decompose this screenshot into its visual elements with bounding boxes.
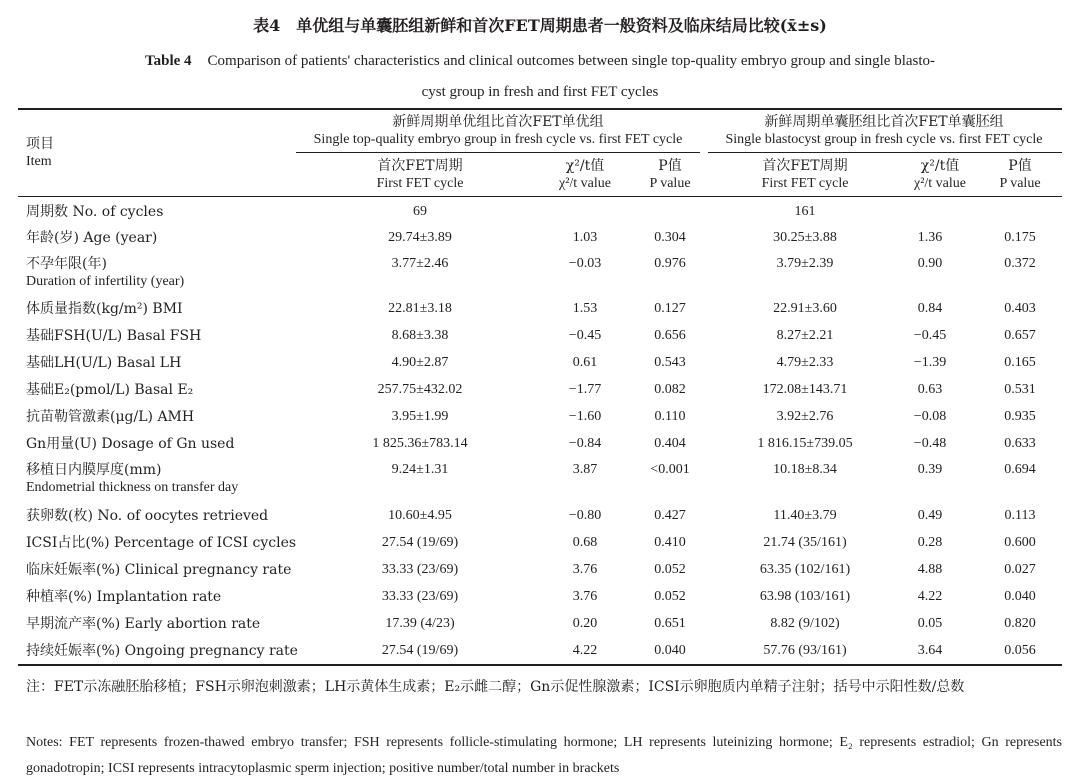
row-b-cycle: 11.40±3.79	[773, 508, 837, 523]
row-a-p: 0.976	[654, 256, 686, 271]
row-a-p: 0.110	[654, 409, 686, 424]
row-item: 获卵数(枚) No. of oocytes retrieved	[26, 508, 269, 524]
row-b-stat: 3.64	[917, 643, 943, 658]
header-b-p	[985, 158, 1055, 192]
row-a-stat: 1.03	[572, 230, 598, 245]
row-item: 早期流产率(%) Early abortion rate	[26, 616, 261, 632]
group-a-title-en: Single top-quality embryo group in fresh cycle vs. first FET cycle	[313, 132, 683, 147]
table-title-en	[0, 46, 1080, 108]
row-b-cycle: 4.79±2.33	[776, 355, 834, 370]
header-b-cycle-en: First FET cycle	[761, 176, 849, 191]
row-b-stat: 0.84	[917, 301, 943, 316]
row-a-p: 0.040	[654, 643, 686, 658]
row-b-cycle: 8.27±2.21	[776, 328, 834, 343]
row-b-stat: 0.39	[917, 462, 943, 477]
header-item-en: Item	[26, 154, 52, 169]
row-a-cycle: 27.54 (19/69)	[381, 535, 459, 550]
row-a-cycle: 3.77±2.46	[391, 256, 449, 271]
header-item-cn: 项目	[26, 136, 54, 152]
row-b-cycle: 3.79±2.39	[776, 256, 834, 271]
row-a-p: 0.410	[654, 535, 686, 550]
row-item: 移植日内膜厚度(mm) Endometrial thickness on transfer day	[26, 462, 239, 495]
row-a-stat: 3.76	[572, 562, 598, 577]
header-rule	[18, 196, 1062, 197]
row-a-cycle: 4.90±2.87	[391, 355, 449, 370]
header-a-p-en: P value	[649, 176, 691, 191]
group-a-title-cn: 新鲜周期单优组比首次FET单优组	[392, 114, 604, 130]
row-b-stat: 4.88	[917, 562, 943, 577]
group-b-underline	[708, 152, 1062, 153]
row-b-p: 0.027	[1004, 562, 1036, 577]
row-b-p: 0.113	[1004, 508, 1036, 523]
row-a-stat: 1.53	[572, 301, 598, 316]
row-b-cycle: 8.82 (9/102)	[770, 616, 840, 631]
row-b-stat: 0.90	[917, 256, 943, 271]
table-title-en-line1: Comparison of patients' characteristics and clinical outcomes between single top-quality embryo group and single blasto-	[207, 53, 936, 69]
row-a-stat: 0.68	[572, 535, 598, 550]
row-b-p: 0.531	[1004, 382, 1036, 397]
row-item-sub: Duration of infertility (year)	[26, 274, 185, 289]
row-item: 周期数 No. of cycles	[26, 204, 164, 220]
row-a-p: 0.404	[654, 436, 686, 451]
row-b-cycle: 3.92±2.76	[776, 409, 834, 424]
row-b-cycle: 22.91±3.60	[773, 301, 837, 316]
row-b-p: 0.403	[1004, 301, 1036, 316]
row-a-cycle: 10.60±4.95	[388, 508, 452, 523]
row-a-stat: −0.03	[568, 256, 602, 271]
row-b-stat: 0.28	[917, 535, 943, 550]
row-item: 年龄(岁) Age (year)	[26, 230, 158, 246]
row-b-cycle: 1 816.15±739.05	[757, 436, 853, 451]
row-b-p: 0.056	[1004, 643, 1036, 658]
header-a-cycle-en: First FET cycle	[376, 176, 464, 191]
row-item: 抗苗勒管激素(μg/L) AMH	[26, 409, 195, 425]
row-a-stat: 0.61	[572, 355, 598, 370]
row-b-cycle: 161	[794, 204, 816, 219]
group-b-header	[706, 114, 1062, 148]
row-a-cycle: 33.33 (23/69)	[381, 562, 459, 577]
row-a-p: 0.543	[654, 355, 686, 370]
row-b-cycle: 63.35 (102/161)	[759, 562, 851, 577]
row-a-stat: −0.45	[568, 328, 602, 343]
row-item: Gn用量(U) Dosage of Gn used	[26, 436, 235, 452]
row-a-p: 0.052	[654, 589, 686, 604]
header-b-stat-en: χ²/t value	[913, 176, 966, 191]
row-item: 种植率(%) Implantation rate	[26, 589, 222, 605]
row-a-stat: −0.80	[568, 508, 602, 523]
row-a-p: 0.304	[654, 230, 686, 245]
row-a-stat: 3.87	[572, 462, 598, 477]
row-b-p: 0.820	[1004, 616, 1036, 631]
row-item: ICSI占比(%) Percentage of ICSI cycles	[26, 535, 297, 551]
row-item: 体质量指数(kg/m²) BMI	[26, 301, 183, 317]
group-b-title-en: Single blastocyst group in fresh cycle vs. first FET cycle	[725, 132, 1043, 147]
header-b-p-en: P value	[999, 176, 1041, 191]
row-b-cycle: 30.25±3.88	[773, 230, 837, 245]
row-b-cycle: 172.08±143.71	[762, 382, 848, 397]
row-a-p: 0.082	[654, 382, 686, 397]
row-item-sub: Endometrial thickness on transfer day	[26, 480, 239, 495]
row-a-p: 0.656	[654, 328, 686, 343]
row-b-stat: −1.39	[913, 355, 947, 370]
row-a-p: 0.651	[654, 616, 686, 631]
row-a-stat: 0.20	[572, 616, 598, 631]
row-a-stat: 4.22	[572, 643, 598, 658]
row-a-cycle: 33.33 (23/69)	[381, 589, 459, 604]
row-a-cycle: 27.54 (19/69)	[381, 643, 459, 658]
row-b-p: 0.040	[1004, 589, 1036, 604]
row-b-cycle: 10.18±8.34	[773, 462, 837, 477]
header-a-stat-en: χ²/t value	[558, 176, 611, 191]
table-title-cn: 表4 单优组与单囊胚组新鲜和首次FET周期患者一般资料及临床结局比较(x̄±s)	[253, 16, 827, 35]
row-a-cycle: 29.74±3.89	[388, 230, 452, 245]
row-a-cycle: 22.81±3.18	[388, 301, 452, 316]
row-item: 持续妊娠率(%) Ongoing pregnancy rate	[26, 643, 298, 659]
row-b-stat: −0.45	[913, 328, 947, 343]
header-b-cycle-cn: 首次FET周期	[762, 158, 848, 174]
row-b-stat: −0.48	[913, 436, 947, 451]
row-item: 临床妊娠率(%) Clinical pregnancy rate	[26, 562, 292, 578]
top-rule	[18, 108, 1062, 110]
header-item	[26, 136, 54, 170]
row-a-cycle: 1 825.36±783.14	[372, 436, 468, 451]
row-b-p: 0.372	[1004, 256, 1036, 271]
row-a-cycle: 8.68±3.38	[391, 328, 449, 343]
header-b-stat	[895, 158, 985, 192]
row-b-stat: −0.08	[913, 409, 947, 424]
row-b-p: 0.165	[1004, 355, 1036, 370]
row-a-cycle: 3.95±1.99	[391, 409, 449, 424]
row-b-p: 0.175	[1004, 230, 1036, 245]
header-a-cycle	[330, 158, 510, 192]
group-a-header	[292, 114, 704, 148]
bottom-rule	[18, 664, 1062, 666]
row-a-cycle: 9.24±1.31	[391, 462, 449, 477]
group-a-underline	[296, 152, 700, 153]
row-b-p: 0.694	[1004, 462, 1036, 477]
header-a-stat	[540, 158, 630, 192]
row-a-stat: −0.84	[568, 436, 602, 451]
row-a-p: 0.052	[654, 562, 686, 577]
header-a-p	[630, 158, 710, 192]
row-b-stat: 4.22	[917, 589, 943, 604]
header-b-p-cn: P值	[1008, 158, 1032, 174]
table-label: Table 4	[144, 53, 192, 69]
row-item: 基础FSH(U/L) Basal FSH	[26, 328, 202, 344]
row-a-stat: −1.77	[568, 382, 602, 397]
row-a-p: <0.001	[650, 462, 690, 477]
row-b-stat: 0.63	[917, 382, 943, 397]
header-a-stat-cn: χ²/t值	[565, 158, 605, 174]
row-b-stat: 1.36	[917, 230, 943, 245]
table-note-en: Notes: FET represents frozen-thawed embryo transfer; FSH represents follicle-stimulating hormone; LH represents luteinizing hormone; E₂ represents estradiol; Gn represents gonadotropin; ICSI represents intracytoplasmic sperm injection; positive number/total number in brackets	[26, 735, 1062, 776]
row-b-p: 0.657	[1004, 328, 1036, 343]
row-b-cycle: 57.76 (93/161)	[763, 643, 847, 658]
row-b-p: 0.935	[1004, 409, 1036, 424]
table-note-cn: 注：FET示冻融胚胎移植；FSH示卵泡刺激素；LH示黄体生成素；E₂示雌二醇；Gn示促性腺激素；ICSI示卵胞质内单精子注射；括号中示阳性数/总数	[26, 679, 965, 695]
row-a-p: 0.427	[654, 508, 686, 523]
row-a-cycle: 257.75±432.02	[377, 382, 463, 397]
row-b-cycle: 21.74 (35/161)	[763, 535, 847, 550]
row-b-cycle: 63.98 (103/161)	[759, 589, 851, 604]
row-b-stat: 0.05	[917, 616, 943, 631]
row-a-stat: −1.60	[568, 409, 602, 424]
row-a-stat: 3.76	[572, 589, 598, 604]
row-item: 基础E₂(pmol/L) Basal E₂	[26, 382, 194, 398]
header-b-stat-cn: χ²/t值	[920, 158, 960, 174]
row-b-p: 0.600	[1004, 535, 1036, 550]
row-a-cycle: 17.39 (4/23)	[385, 616, 455, 631]
header-a-p-cn: P值	[658, 158, 682, 174]
row-b-stat: 0.49	[917, 508, 943, 523]
row-item: 不孕年限(年) Duration of infertility (year)	[26, 256, 185, 289]
row-b-p: 0.633	[1004, 436, 1036, 451]
row-item: 基础LH(U/L) Basal LH	[26, 355, 182, 371]
row-a-p: 0.127	[654, 301, 686, 316]
row-a-cycle: 69	[413, 204, 427, 219]
group-b-title-cn: 新鲜周期单囊胚组比首次FET单囊胚组	[764, 114, 1004, 130]
header-b-cycle	[720, 158, 890, 192]
table-title-en-line2: cyst group in fresh and first FET cycles	[421, 84, 659, 100]
header-a-cycle-cn: 首次FET周期	[377, 158, 463, 174]
